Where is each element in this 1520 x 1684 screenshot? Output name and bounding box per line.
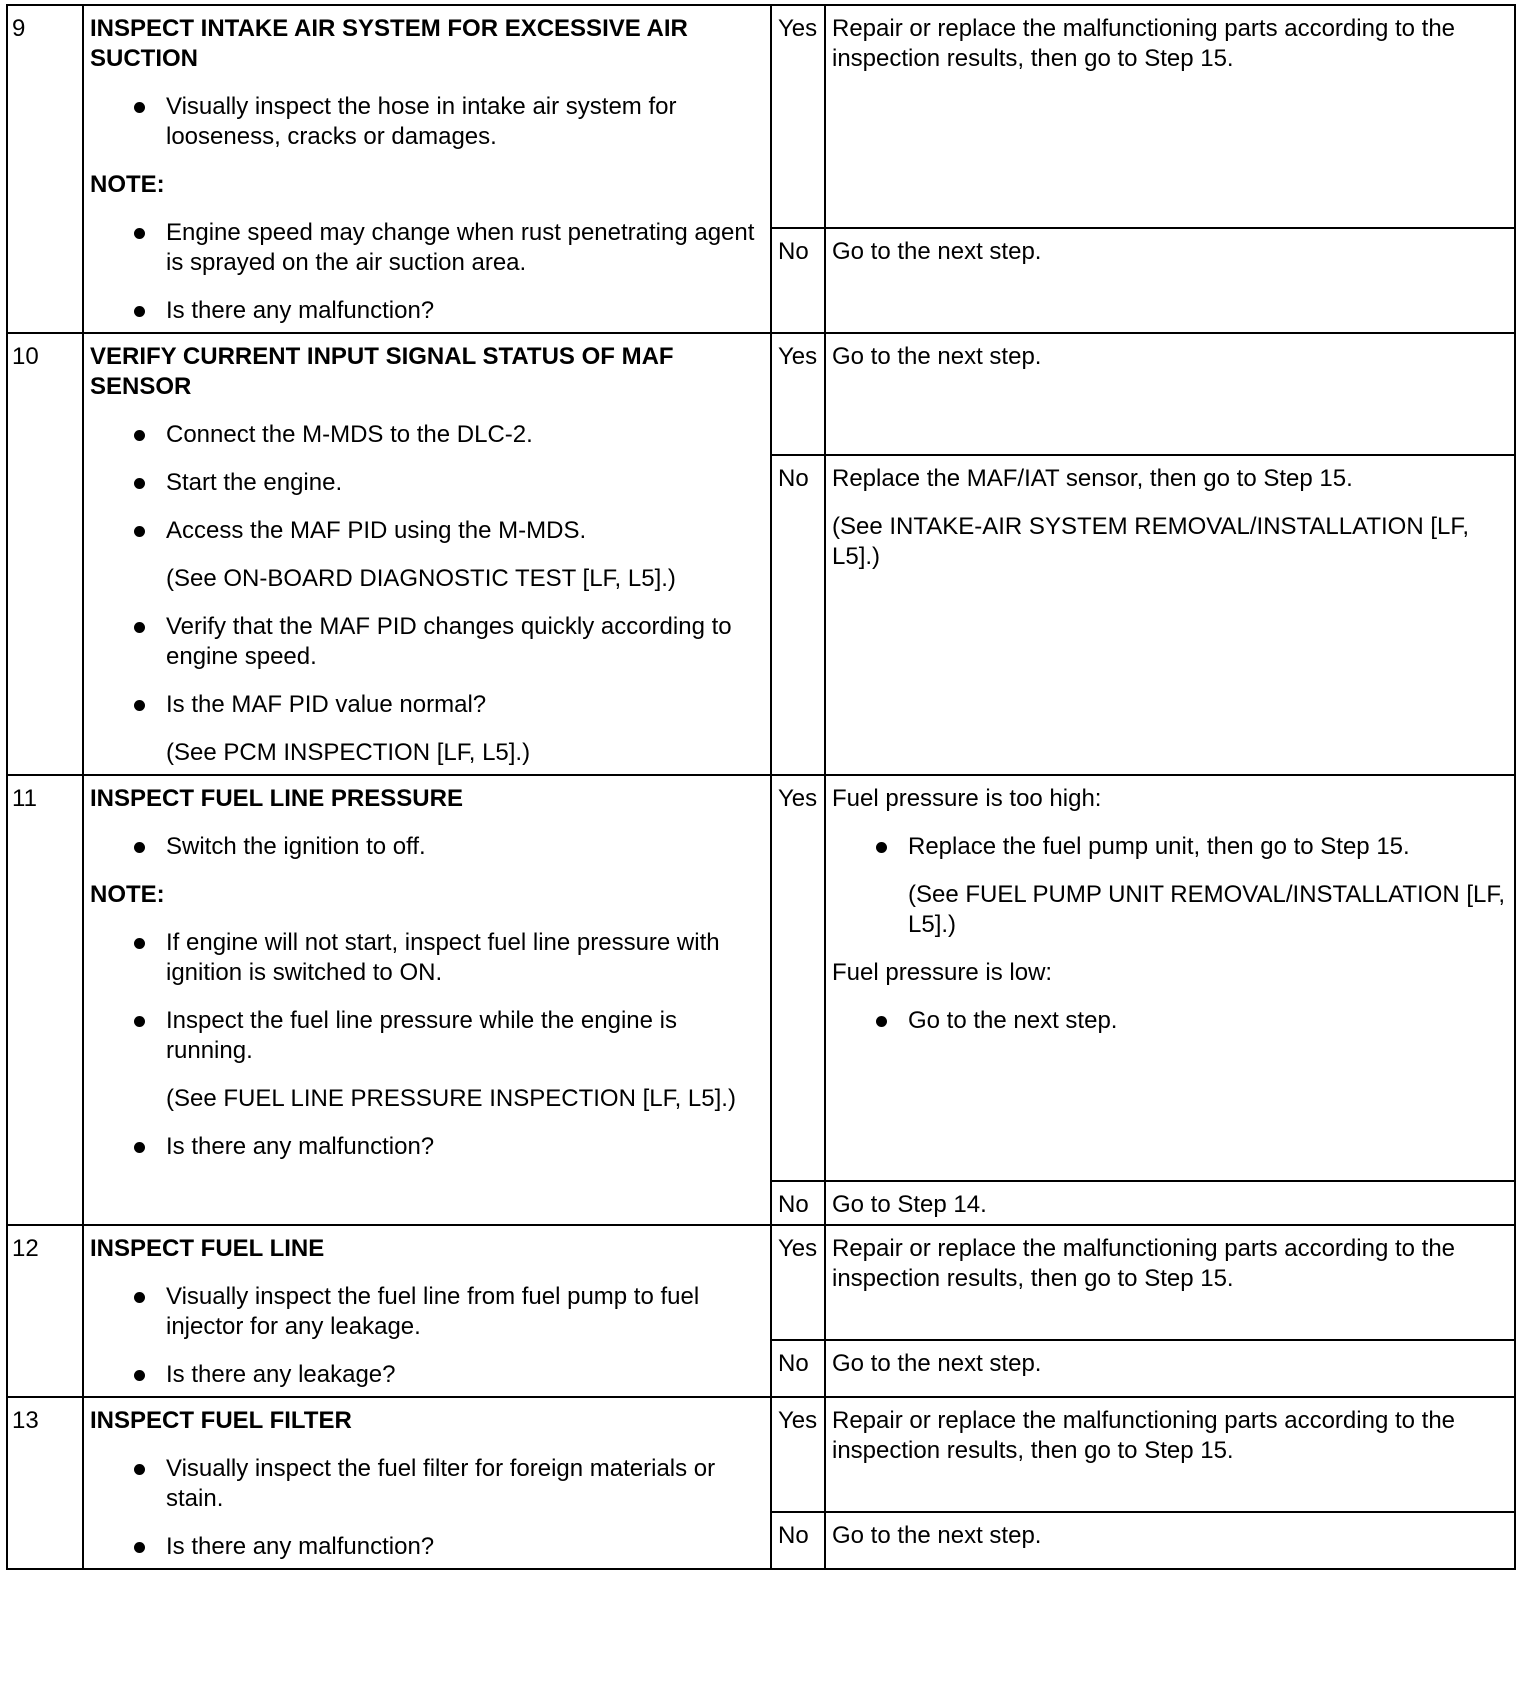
yes-action: Repair or replace the malfunctioning parts according to the inspection results, then go to Step 15. [825, 1225, 1515, 1340]
note-label: NOTE: [90, 171, 165, 198]
step-procedure [83, 775, 771, 1225]
bullet-item: Is there any leakage? [90, 1360, 764, 1390]
bullet-item: Visually inspect the hose in intake air system for looseness, cracks or damages. [90, 92, 764, 152]
yes-label: Yes [771, 333, 825, 455]
bullet-item: Engine speed may change when rust penetrating agent is sprayed on the air suction area. [90, 218, 764, 278]
step-number: 11 [7, 775, 83, 1225]
yes-action [825, 775, 1515, 1181]
step-title: VERIFY CURRENT INPUT SIGNAL STATUS OF MAF SENSOR [90, 343, 674, 400]
no-action [825, 455, 1515, 775]
reference-text: (See ON-BOARD DIAGNOSTIC TEST [LF, L5].) [166, 565, 676, 592]
step-title: INSPECT FUEL FILTER [90, 1407, 352, 1434]
reference-text: (See INTAKE-AIR SYSTEM REMOVAL/INSTALLATION [LF, L5].) [832, 513, 1470, 570]
bullet-item: Connect the M-MDS to the DLC-2. [90, 420, 764, 450]
bullet-item: If engine will not start, inspect fuel line pressure with ignition is switched to ON. [90, 928, 764, 988]
step-title: INSPECT FUEL LINE [90, 1235, 325, 1262]
no-action: Go to the next step. [825, 1340, 1515, 1397]
yes-action: Repair or replace the malfunctioning parts according to the inspection results, then go to Step 15. [825, 5, 1515, 228]
diagnostic-table [6, 4, 1516, 1570]
step-procedure [83, 1397, 771, 1569]
step-row-10-yes [7, 333, 1515, 455]
no-action: Go to the next step. [825, 1512, 1515, 1569]
step-number: 12 [7, 1225, 83, 1397]
note-label: NOTE: [90, 881, 165, 908]
yes-label: Yes [771, 1225, 825, 1340]
bullet-item: Start the engine. [90, 468, 764, 498]
yes-label: Yes [771, 5, 825, 228]
bullet-item: Go to the next step. [832, 1006, 1508, 1036]
step-procedure [83, 5, 771, 333]
no-label: No [771, 455, 825, 775]
step-number: 9 [7, 5, 83, 333]
step-number: 10 [7, 333, 83, 775]
no-action-text: Replace the MAF/IAT sensor, then go to Step 15. [832, 465, 1353, 492]
yes-action: Repair or replace the malfunctioning parts according to the inspection results, then go to Step 15. [825, 1397, 1515, 1512]
step-row-12-yes [7, 1225, 1515, 1340]
bullet-item: Is there any malfunction? [90, 296, 764, 326]
condition-text: Fuel pressure is too high: [832, 785, 1102, 812]
reference-text: (See FUEL LINE PRESSURE INSPECTION [LF, L5].) [166, 1085, 736, 1112]
step-procedure [83, 333, 771, 775]
bullet-item: Is there any malfunction? [90, 1532, 764, 1562]
bullet-item: Access the MAF PID using the M-MDS. [90, 516, 764, 546]
yes-label: Yes [771, 775, 825, 1181]
condition-text: Fuel pressure is low: [832, 959, 1053, 986]
bullet-item: Visually inspect the fuel line from fuel pump to fuel injector for any leakage. [90, 1282, 764, 1342]
troubleshooting-page [6, 4, 1516, 1570]
reference-text: (See PCM INSPECTION [LF, L5].) [166, 739, 531, 766]
yes-label: Yes [771, 1397, 825, 1512]
step-title: INSPECT INTAKE AIR SYSTEM FOR EXCESSIVE AIR SUCTION [90, 15, 688, 72]
yes-action: Go to the next step. [825, 333, 1515, 455]
step-title: INSPECT FUEL LINE PRESSURE [90, 785, 463, 812]
bullet-item: Is there any malfunction? [90, 1132, 764, 1162]
bullet-item: Replace the fuel pump unit, then go to Step 15. [832, 832, 1508, 862]
bullet-item: Verify that the MAF PID changes quickly according to engine speed. [90, 612, 764, 672]
step-row-11-yes [7, 775, 1515, 1181]
no-label: No [771, 1340, 825, 1397]
bullet-item: Is the MAF PID value normal? [90, 690, 764, 720]
bullet-item: Switch the ignition to off. [90, 832, 764, 862]
no-action: Go to the next step. [825, 228, 1515, 333]
step-procedure [83, 1225, 771, 1397]
no-label: No [771, 228, 825, 333]
step-row-9-yes [7, 5, 1515, 228]
no-label: No [771, 1512, 825, 1569]
step-row-13-yes [7, 1397, 1515, 1512]
step-number: 13 [7, 1397, 83, 1569]
no-label: No [771, 1181, 825, 1225]
bullet-item: Visually inspect the fuel filter for foreign materials or stain. [90, 1454, 764, 1514]
no-action: Go to Step 14. [825, 1181, 1515, 1225]
bullet-item: Inspect the fuel line pressure while the engine is running. [90, 1006, 764, 1066]
reference-text: (See FUEL PUMP UNIT REMOVAL/INSTALLATION [LF, L5].) [908, 881, 1506, 938]
